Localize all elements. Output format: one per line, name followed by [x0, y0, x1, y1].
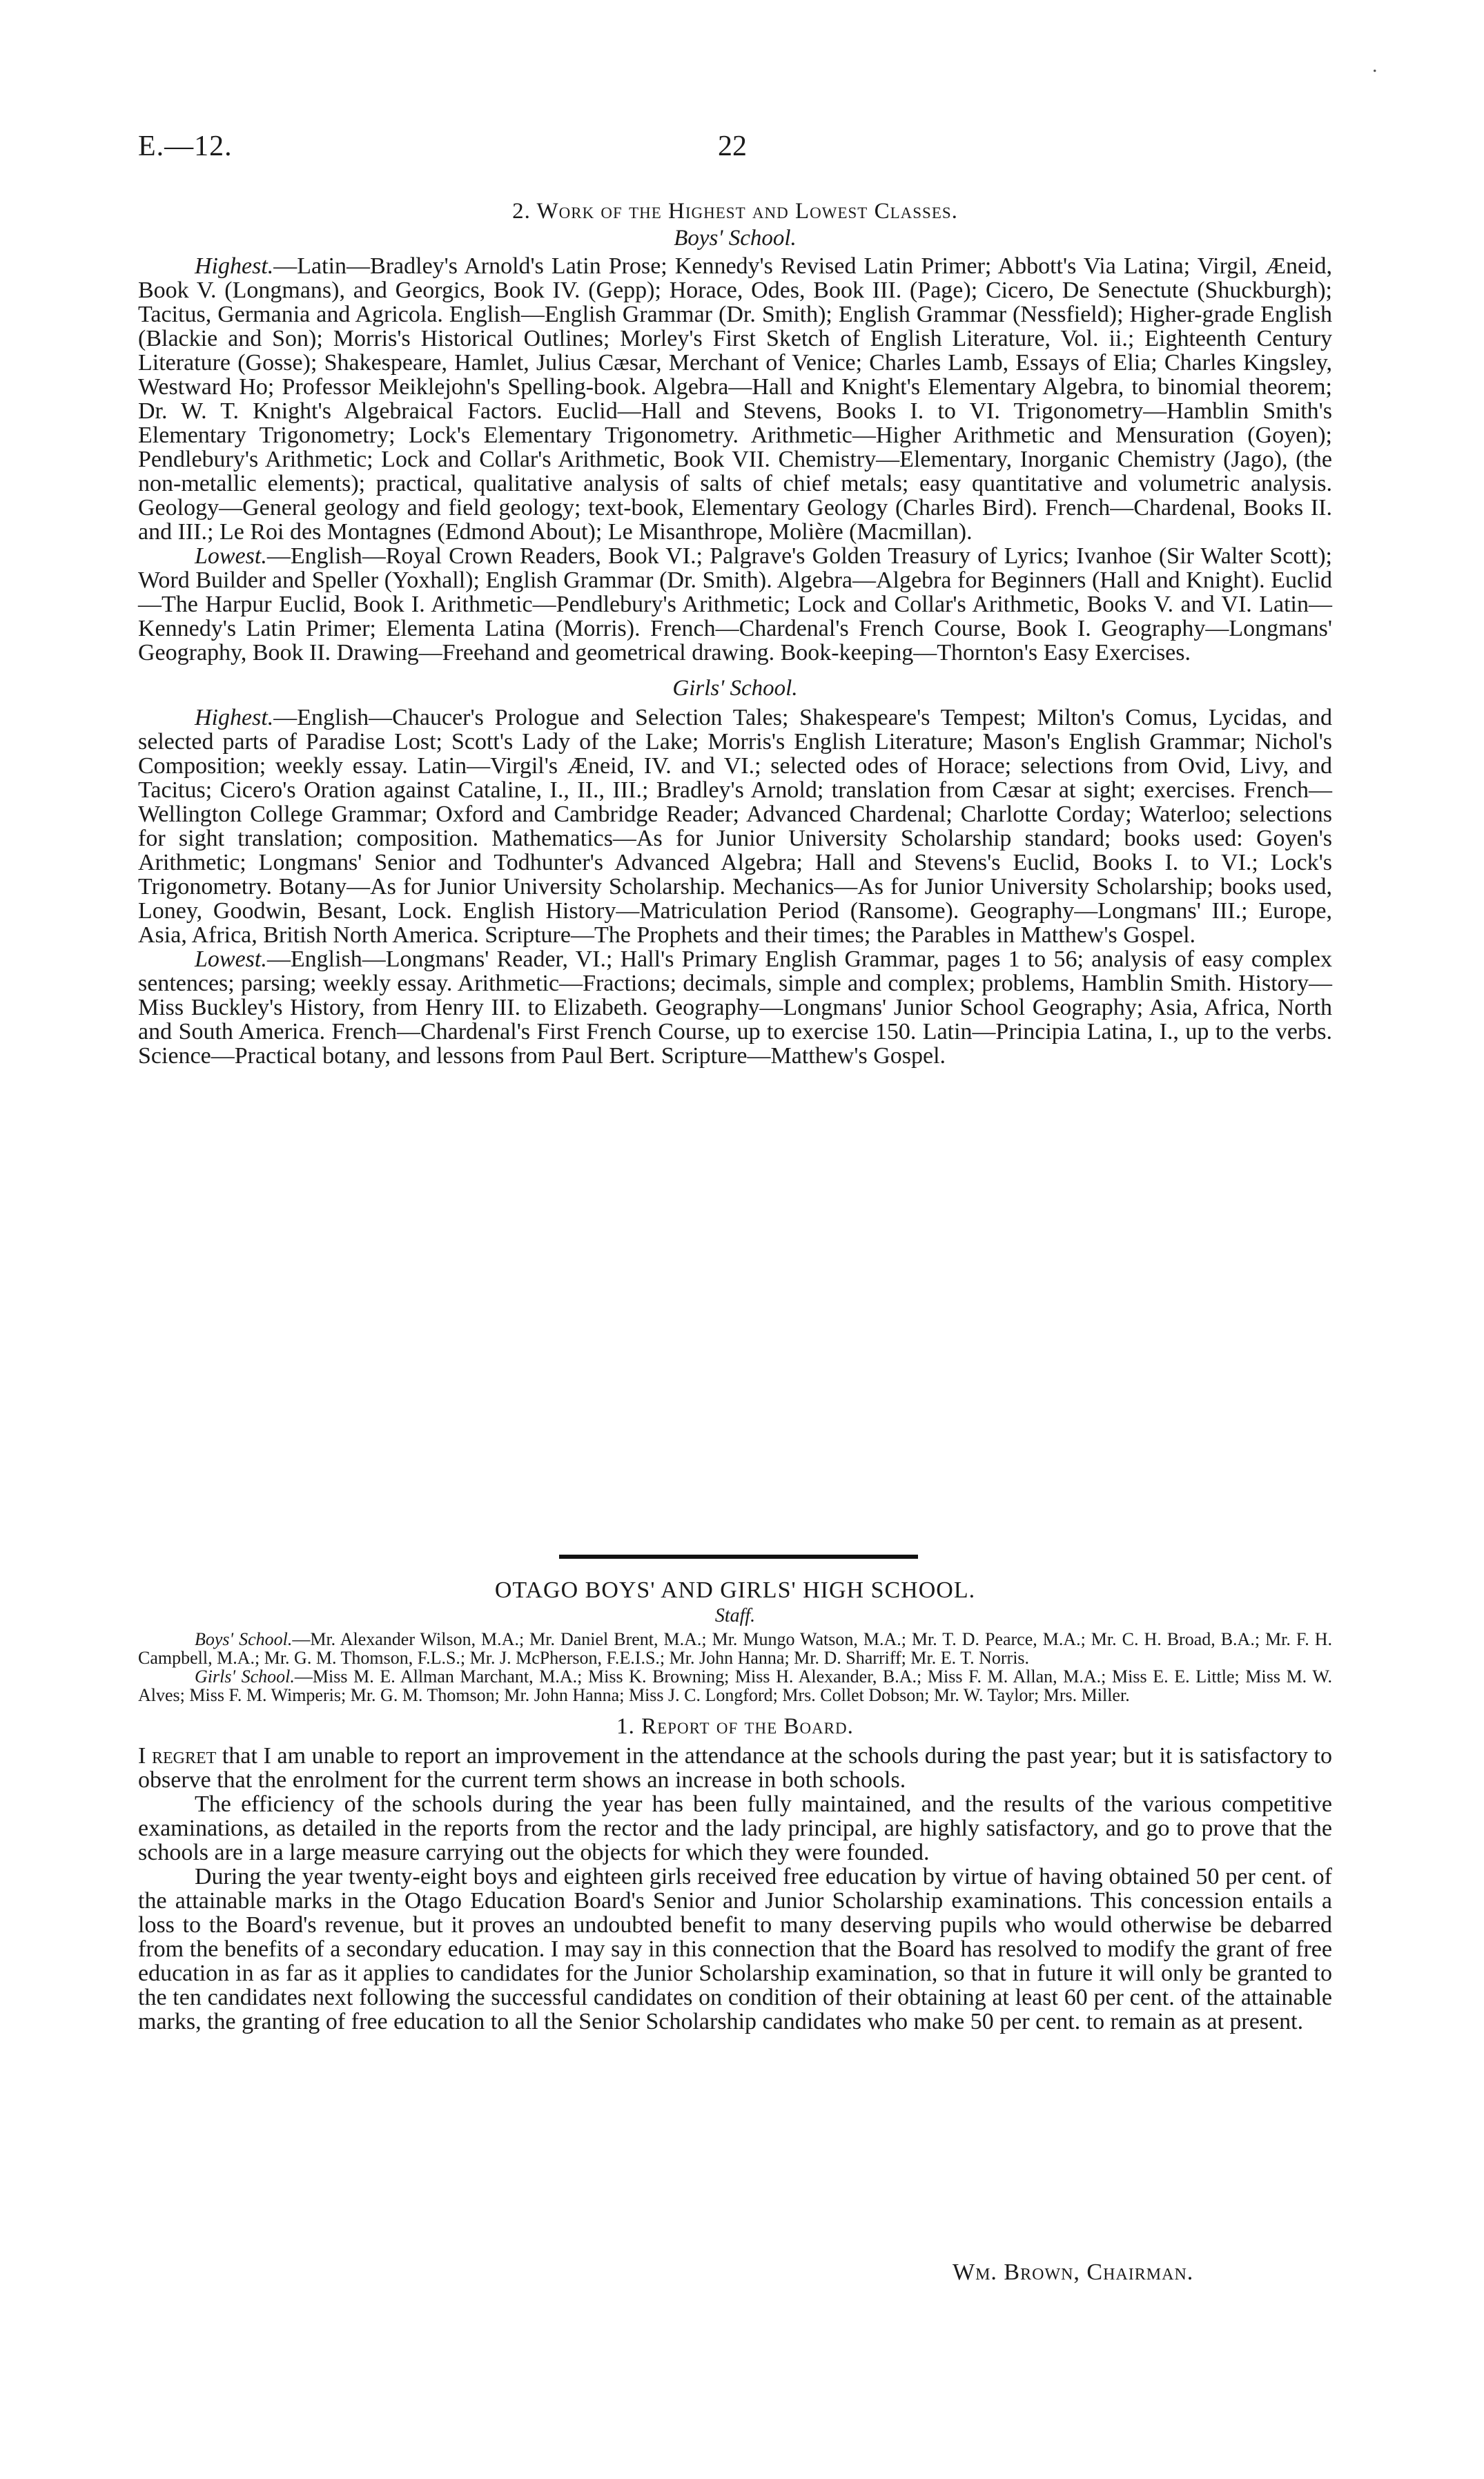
girls-lowest-paragraph — [138, 947, 1332, 1068]
chairman-signature: Wm. Brown, Chairman. — [953, 2259, 1194, 2285]
boys-staff-list — [138, 1630, 1332, 1667]
boys-lowest-paragraph — [138, 544, 1332, 665]
work-section — [138, 199, 1332, 1068]
otago-section — [138, 1577, 1332, 2034]
report-paragraph-3: During the year twenty-eight boys and eighteen girls received free education by virtue of having obtained 50 per cent. of the attainable marks in the Otago Education Board's Senior and Junior Scholarship examinations. This concession entails a loss to the Board's revenue, but it proves an undoubted benefit to many deserving pupils who would otherwise be debarred from the benefits of a secondary education. I may say in this connection that the Board has resolved to modify the grant of free education in as far as it applies to candidates for the Junior Scholarship examination, so that in future it will only be granted to the ten candidates next following the successful candidates on condition of their obtaining at least 60 per cent. of the attainable marks, the granting of free education to all the Senior Scholarship candidates who make 50 per cent. to remain as at present. — [138, 1864, 1332, 2034]
stray-mark: . — [1372, 54, 1378, 77]
boys-highest-text: —Latin—Bradley's Arnold's Latin Prose; Kennedy's Revised Latin Primer; Abbott's Via Latina; Virgil, Æneid, Book V. (Longmans), and Georgics, Book IV. (Gepp); Horace, Odes, Book III. (Page); Cicero, De Senectute (Shuckburgh); Tacitus, Germania and Agricola. English—English Grammar (Dr. Smith); English Grammar (Nessfield); Higher-grade English (Blackie and Son); Morris's Historical Outlines; Morley's First Sketch of English Literature, Vol. ii.; Eighteenth Century Literature (Gosse); Shakespeare, Hamlet, Julius Cæsar, Merchant of Venice; Charles Lamb, Essays of Elia; Charles Kingsley, Westward Ho; Professor Meiklejohn's Spelling-book. Algebra—Hall and Knight's Elementary Algebra, to binomial theorem; Dr. W. T. Knight's Algebraical Factors. Euclid—Hall and Stevens, Books I. to VI. Trigonometry—Hamblin Smith's Elementary Trigonometry; Lock's Elementary Trigonometry. Arithmetic—Higher Arithmetic and Mensuration (Goyen); Pendlebury's Arithmetic; Lock and Collar's Arithmetic, Book VII. Chemistry—Elementary, Inorganic Chemistry (Jago), (the non-metallic elements); practical, qualitative analysis of salts of chief metals; easy quantitative and volumetric analysis. Geology—General geology and field geology; text-book, Elementary Geology (Charles Bird). French—Chardenal, Books II. and III.; Le Roi des Montagnes (Edmond About); Le Misanthrope, Molière (Macmillan). — [138, 253, 1332, 545]
report-paragraph-1-text: that I am unable to report an improvement in the attendance at the schools during the past year; but it is satisfactory to observe that the enrolment for the current term shows an increase in both schools. — [138, 1743, 1333, 1793]
work-section-title: 2. Work of the Highest and Lowest Classes. — [512, 199, 958, 224]
girls-highest-text: —English—Chaucer's Prologue and Selection Tales; Shakespeare's Tempest; Milton's Comus, Lycidas, and selected parts of Paradise Lost; Scott's Lady of the Lake; Morris's English Literature; Mason's English Grammar; Nichol's Composition; weekly essay. Latin—Virgil's Æneid, IV. and VI.; selected odes of Horace; selections from Ovid, Livy, and Tacitus; Cicero's Oration against Cataline, I., II., III.; Bradley's Arnold; translation from Cæsar at sight; exercises. French—Wellington College Grammar; Oxford and Cambridge Reader; Advanced Chardenal; Charlotte Corday; Waterloo; selections for sight translation; composition. Mathematics—As for Junior University Scholarship standard; books used: Goyen's Arithmetic; Longmans' Senior and Todhunter's Advanced Algebra; Hall and Stevens's Euclid, Books I. to VI.; Lock's Trigonometry. Botany—As for Junior University Scholarship. Mechanics—As for Junior University Scholarship; books used, Loney, Goodwin, Besant, Lock. English History—Matriculation Period (Ransome). Geography—Longmans' III.; Europe, Asia, Africa, British North America. Scripture—The Prophets and their times; the Parables in Matthew's Gospel. — [138, 705, 1332, 948]
girls-staff-label: Girls' School. — [195, 1666, 295, 1686]
girls-lowest-label: Lowest. — [195, 946, 267, 972]
girls-staff-list — [138, 1667, 1332, 1704]
girls-school-subtitle: Girls' School. — [672, 676, 798, 701]
boys-lowest-label: Lowest. — [195, 543, 267, 569]
section-divider-rule — [559, 1555, 918, 1559]
report-lead-words: I regret — [138, 1743, 217, 1769]
boys-highest-label: Highest. — [195, 253, 274, 279]
report-paragraph-2: The efficiency of the schools during the year has been fully maintained, and the results of the various competitive examinations, as detailed in the reports from the rector and the lady principal, are highly satisfactory, and go to prove that the schools are in a large measure carrying out the objects for which they were founded. — [138, 1791, 1332, 1865]
page-number: 22 — [718, 130, 747, 162]
staff-heading: Staff. — [714, 1605, 756, 1626]
girls-highest-label: Highest. — [195, 705, 274, 730]
report-paragraph-1 — [138, 1744, 1332, 1792]
boys-highest-paragraph — [138, 254, 1332, 544]
boys-staff-names: —Mr. Alexander Wilson, M.A.; Mr. Daniel Brent, M.A.; Mr. Mungo Watson, M.A.; Mr. T. D. Pearce, M.A.; Mr. C. H. Broad, B.A.; Mr. F. H. Campbell, M.A.; Mr. G. M. Thomson, F.L.S.; Mr. J. McPherson, F.E.I.S.; Mr. John Hanna; Mr. D. Sharriff; Mr. E. T. Norris. — [138, 1629, 1332, 1668]
boys-school-subtitle: Boys' School. — [674, 226, 797, 251]
girls-staff-names: —Miss M. E. Allman Marchant, M.A.; Miss K. Browning; Miss H. Alexander, B.A.; Miss F. M. Allan, M.A.; Miss E. E. Little; Miss M. W. Alves; Miss F. M. Wimperis; Mr. G. M. Thomson; Mr. John Hanna; Miss J. C. Longford; Mrs. Collet Dobson; Mr. W. Taylor; Mrs. Miller. — [138, 1666, 1332, 1705]
boys-lowest-text: —English—Royal Crown Readers, Book VI.; Palgrave's Golden Treasury of Lyrics; Ivanhoe (Sir Walter Scott); Word Builder and Speller (Yoxhall); English Grammar (Dr. Smith). Algebra—Algebra for Beginners (Hall and Knight). Euclid—The Harpur Euclid, Book I. Arithmetic—Pendlebury's Arithmetic; Lock and Collar's Arithmetic, Books V. and VI. Latin—Kennedy's Latin Primer; Elementa Latina (Morris). French—Chardenal's French Course, Book I. Geography—Longmans' Geography, Book II. Drawing—Freehand and geometrical drawing. Book-keeping—Thornton's Easy Exercises. — [138, 543, 1332, 665]
girls-lowest-text: —English—Longmans' Reader, VI.; Hall's Primary English Grammar, pages 1 to 56; analysis of easy complex sentences; parsing; weekly essay. Arithmetic—Fractions; decimals, simple and complex; problems, Hamblin Smith. History—Miss Buckley's History, from Henry III. to Elizabeth. Geography—Longmans' Junior School Geography; Asia, Africa, North and South America. French—Chardenal's First French Course, up to exercise 150. Latin—Principia Latina, I., up to the verbs. Science—Practical botany, and lessons from Paul Bert. Scripture—Matthew's Gospel. — [138, 946, 1332, 1069]
document-reference: E.—12. — [138, 130, 233, 162]
report-title: 1. Report of the Board. — [616, 1714, 854, 1739]
school-title: OTAGO BOYS' AND GIRLS' HIGH SCHOOL. — [494, 1577, 976, 1603]
boys-staff-label: Boys' School. — [195, 1629, 293, 1649]
girls-highest-paragraph — [138, 706, 1332, 947]
